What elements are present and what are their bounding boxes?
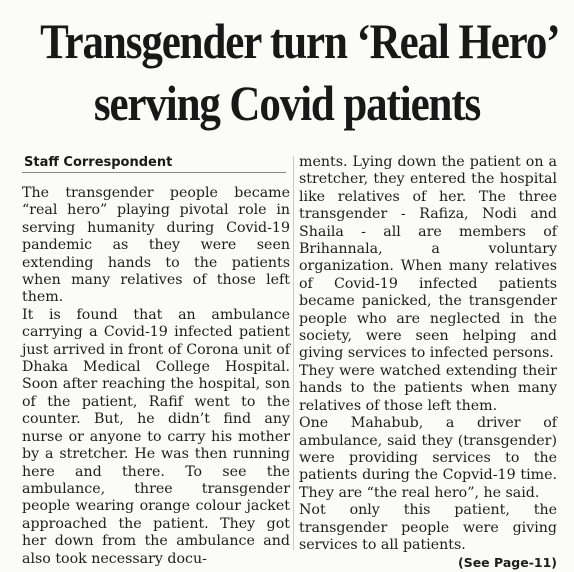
paragraph: ments. Lying down the patient on a stretcher, they entered the hospital like relatives of her. The three transgender - Rafiza, Nodi and Shaila - all are members of Brihannala, a voluntary organization. When many relatives of Covid-19 infected patients became panicked, the transgender people who are neglected in the society, were seen helping and giving services to infected persons. bbox=[299, 154, 557, 362]
continuation-note: (See Page-11) bbox=[457, 555, 557, 571]
paragraph: One Mahabub, a driver of ambulance, said they (transgender) were providing services to the patients during the Copvid-19 time. They are “the real hero”, he said. bbox=[299, 415, 557, 501]
paragraph-text: Not only this patient, the transgender people were giving services to all patients. bbox=[299, 502, 557, 553]
article-column-left bbox=[22, 185, 290, 568]
paragraph: It is found that an ambulance carrying a Covid-19 infected patient just arrived in front of Corona unit of Dhaka Medical College Hospital. Soon after reaching the hospital, son of the patient, Rafif went to the counter. But, he didn’t find any nurse or anyone to carry his mother by a stretcher. He was then running here and there. To see the ambulance, three transgender people wearing orange colour jacket approached the patient. They got her down from the ambulance and also took necessary docu- bbox=[22, 306, 290, 567]
byline-rule bbox=[22, 172, 286, 173]
article-column-right bbox=[299, 154, 557, 572]
paragraph-last bbox=[299, 502, 557, 571]
paragraph: The transgender people became “real hero” playing pivotal role in serving humanity during Covid-19 pandemic as they were seen extending hands to the patients when many relatives of those left them. bbox=[22, 185, 290, 306]
headline-line-2: serving Covid patients bbox=[93, 75, 481, 131]
headline bbox=[40, 10, 560, 134]
paragraph: They were watched extending their hands to the patients when many relatives of those left them. bbox=[299, 362, 557, 414]
byline: Staff Correspondent bbox=[24, 155, 173, 170]
headline-line-1: Transgender turn ‘Real Hero’ bbox=[40, 13, 560, 69]
column-divider bbox=[293, 156, 294, 550]
